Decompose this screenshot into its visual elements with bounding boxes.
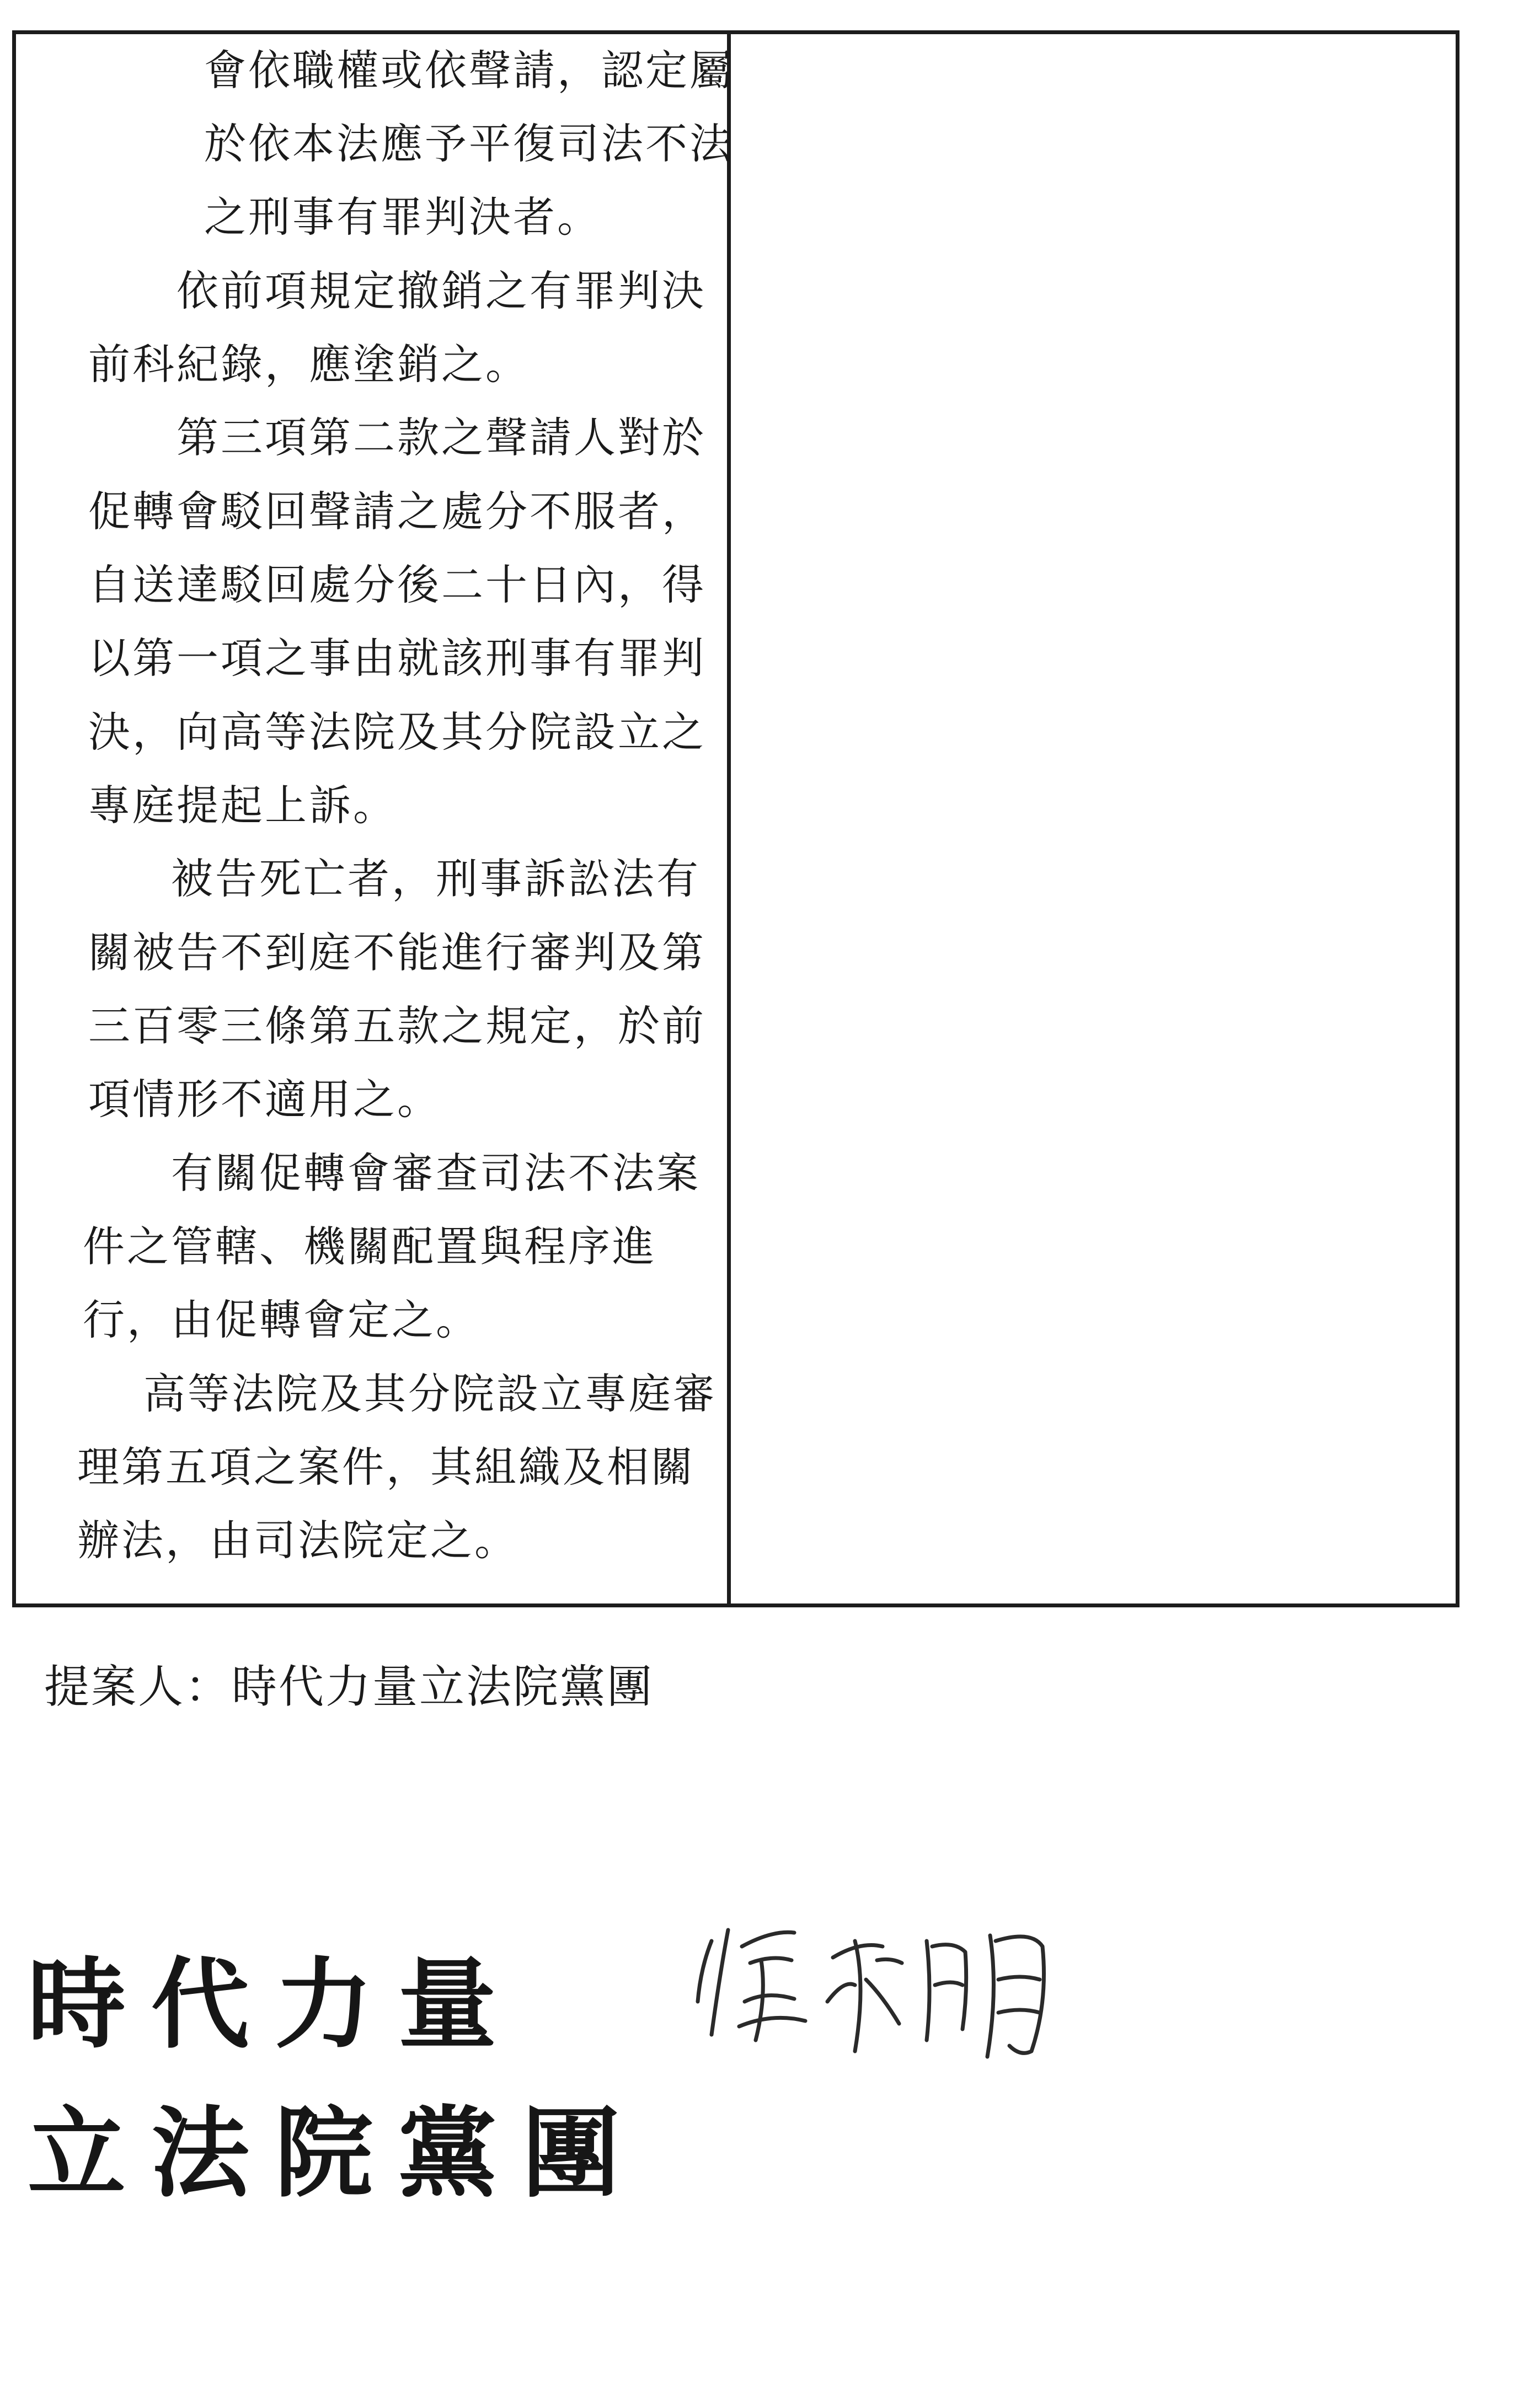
text-line: 之刑事有罪判決者。: [204, 192, 601, 242]
text-line: 於依本法應予平復司法不法: [204, 119, 734, 168]
text-line: 高等法院及其分院設立專庭審: [143, 1369, 717, 1418]
stamp-line-2: 立法院黨團: [28, 2095, 645, 2211]
text-line: 前科紀錄，應塗銷之。: [88, 340, 530, 389]
stamp-line-1: 時代力量: [28, 1946, 522, 2062]
text-line: 辦法，由司法院定之。: [77, 1516, 518, 1565]
column-divider: [727, 30, 731, 1607]
text-line: 行，由促轉會定之。: [83, 1295, 480, 1344]
text-line: 項情形不適用之。: [88, 1075, 441, 1124]
text-line: 關被告不到庭不能進行審判及第: [88, 928, 706, 977]
text-line: 專庭提起上訴。: [88, 781, 397, 830]
party-caucus-stamp: [28, 1930, 645, 2228]
signature-drawing: [689, 1908, 1120, 2073]
text-line: 促轉會駁回聲請之處分不服者，: [88, 487, 706, 536]
text-line: 會依職權或依聲請，認定屬: [204, 46, 734, 95]
text-line: 理第五項之案件，其組織及相關: [77, 1442, 695, 1492]
text-line: 件之管轄、機關配置與程序進: [83, 1222, 656, 1271]
handwritten-signature: [689, 1908, 1120, 2073]
text-line: 以第一項之事由就該刑事有罪判: [88, 634, 706, 683]
text-line: 三百零三條第五款之規定，於前: [88, 1001, 706, 1050]
text-line: 有關促轉會審查司法不法案: [171, 1149, 701, 1198]
text-line: 決，向高等法院及其分院設立之: [88, 707, 706, 757]
text-line: 第三項第二款之聲請人對於: [177, 413, 706, 462]
proposer-line: 提案人：時代力量立法院黨團: [44, 1661, 654, 1713]
text-line: 自送達駁回處分後二十日內，得: [88, 560, 706, 609]
text-line: 依前項規定撤銷之有罪判決: [177, 266, 706, 315]
text-line: 被告死亡者，刑事訴訟法有: [171, 854, 701, 903]
